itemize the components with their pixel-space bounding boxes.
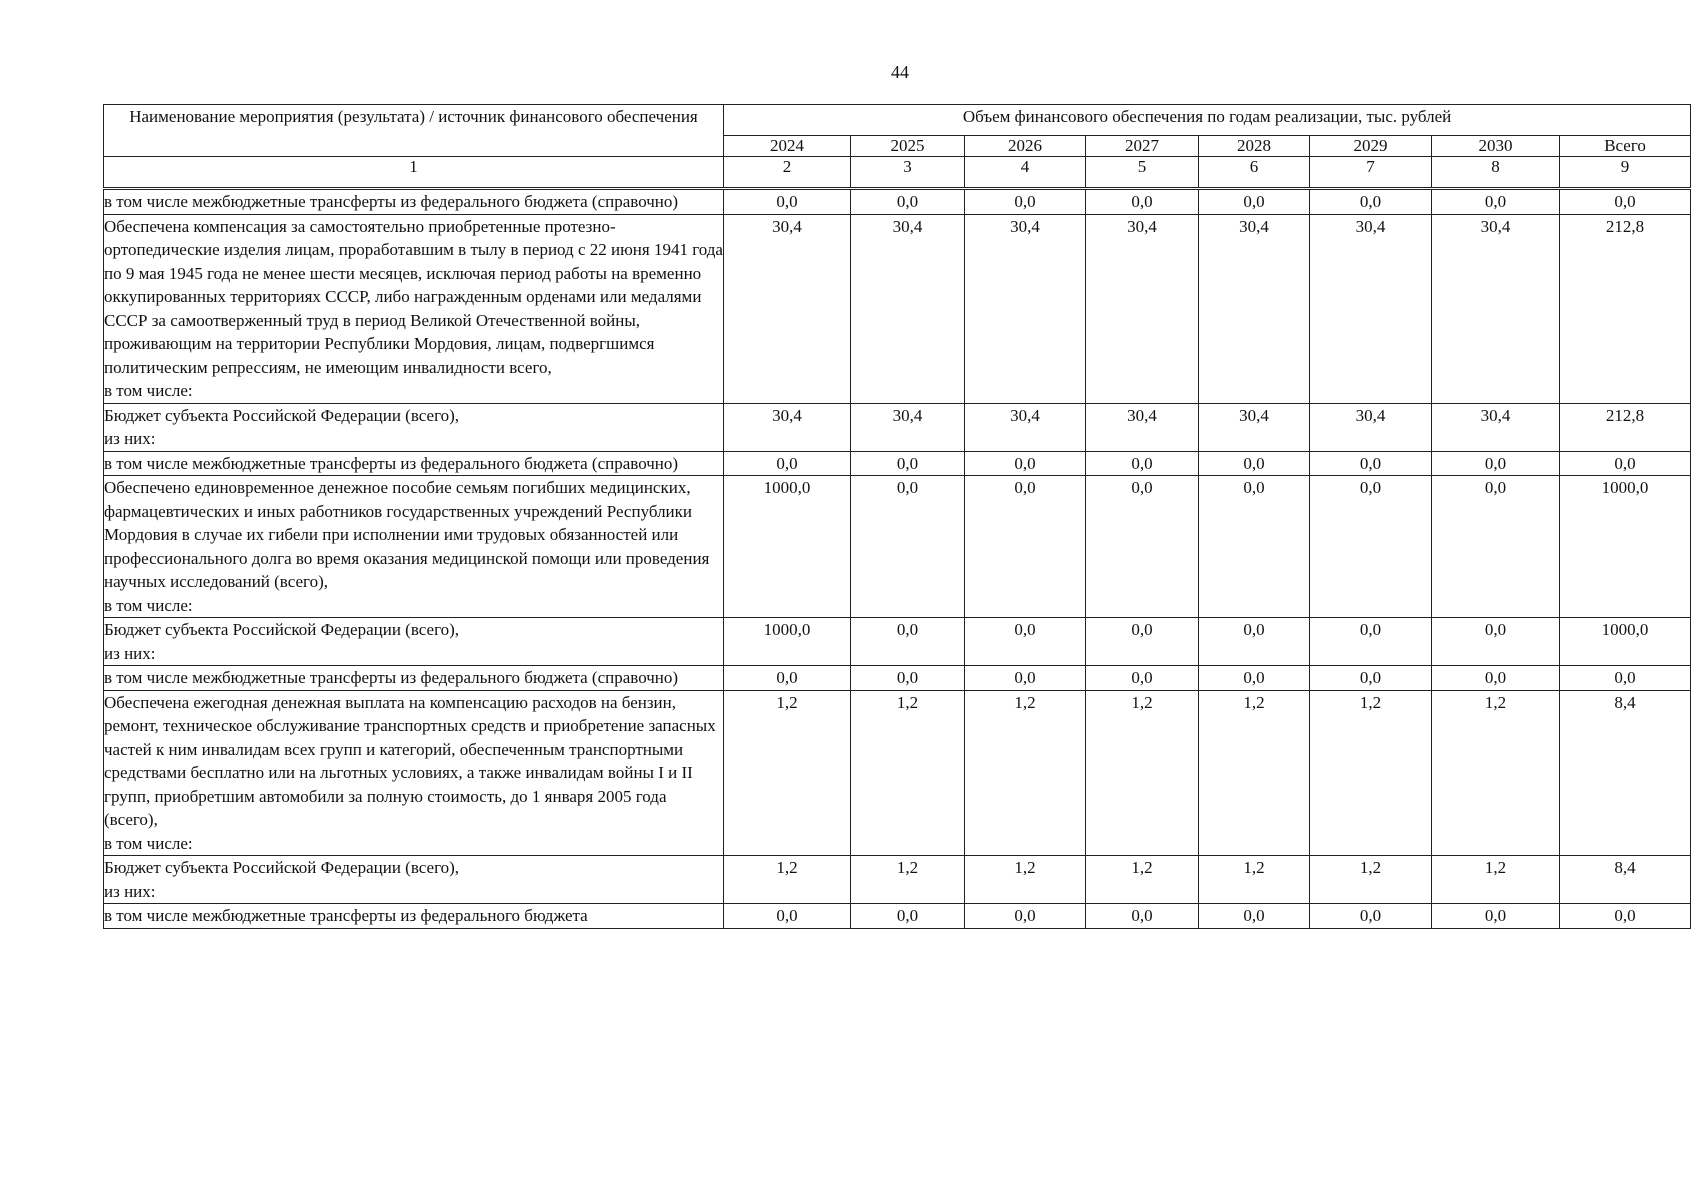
row-year-value: 30,4 <box>1310 403 1432 451</box>
header-year-2025: 2025 <box>851 136 965 157</box>
table-row <box>104 189 1691 215</box>
row-name: Обеспечено единовременное денежное пособие семьям погибших медицинских, фармацевтических и иных работников государственных учреждений Республики Мордовия в случае их гибели при исполнении ими трудовых обязанностей или профессионального долга во время оказания медицинской помощи или проведения научных исследований (всего), в том числе: <box>104 476 724 618</box>
row-year-value: 30,4 <box>724 403 851 451</box>
row-year-value: 0,0 <box>851 618 965 666</box>
header-volume-column: Объем финансового обеспечения по годам реализации, тыс. рублей <box>724 105 1691 136</box>
row-year-value: 0,0 <box>1432 904 1560 929</box>
row-year-value: 1,2 <box>1199 856 1310 904</box>
table-row <box>104 214 1691 403</box>
row-name: Обеспечена ежегодная денежная выплата на компенсацию расходов на бензин, ремонт, техническое обслуживание транспортных средств и приобретение запасных частей к ним инвалидам всех групп и категорий, обеспеченным транспортными средствами бесплатно или на льготных условиях, а также инвалидам войны I и II групп, приобретшим автомобили за полную стоимость, до 1 января 2005 года (всего), в том числе: <box>104 690 724 856</box>
row-total-value: 1000,0 <box>1560 476 1691 618</box>
table-row <box>104 666 1691 691</box>
row-year-value: 1000,0 <box>724 618 851 666</box>
row-year-value: 0,0 <box>724 904 851 929</box>
row-year-value: 0,0 <box>1310 666 1432 691</box>
row-year-value: 30,4 <box>965 403 1086 451</box>
row-year-value: 30,4 <box>724 214 851 403</box>
row-year-value: 0,0 <box>965 451 1086 476</box>
row-year-value: 0,0 <box>1310 451 1432 476</box>
row-year-value: 1,2 <box>1086 690 1199 856</box>
row-year-value: 0,0 <box>1199 476 1310 618</box>
row-year-value: 30,4 <box>1086 403 1199 451</box>
row-year-value: 0,0 <box>1310 618 1432 666</box>
row-total-value: 8,4 <box>1560 690 1691 856</box>
row-year-value: 1,2 <box>1432 856 1560 904</box>
row-total-value: 0,0 <box>1560 451 1691 476</box>
row-year-value: 1,2 <box>965 690 1086 856</box>
header-year-2027: 2027 <box>1086 136 1199 157</box>
row-year-value: 0,0 <box>1432 476 1560 618</box>
row-year-value: 30,4 <box>1432 214 1560 403</box>
column-number: 5 <box>1086 157 1199 189</box>
row-year-value: 30,4 <box>1199 403 1310 451</box>
row-year-value: 1,2 <box>1199 690 1310 856</box>
row-year-value: 0,0 <box>1199 666 1310 691</box>
column-number: 8 <box>1432 157 1560 189</box>
table-row <box>104 904 1691 929</box>
row-year-value: 0,0 <box>1086 904 1199 929</box>
row-year-value: 0,0 <box>1310 189 1432 215</box>
table-row <box>104 690 1691 856</box>
row-name: Бюджет субъекта Российской Федерации (всего), из них: <box>104 618 724 666</box>
row-year-value: 30,4 <box>851 214 965 403</box>
row-name: Бюджет субъекта Российской Федерации (всего), из них: <box>104 856 724 904</box>
row-year-value: 0,0 <box>1432 189 1560 215</box>
row-name: в том числе межбюджетные трансферты из федерального бюджета (справочно) <box>104 189 724 215</box>
table-row <box>104 618 1691 666</box>
financing-table <box>103 104 1691 929</box>
row-total-value: 1000,0 <box>1560 618 1691 666</box>
row-name: в том числе межбюджетные трансферты из федерального бюджета (справочно) <box>104 451 724 476</box>
row-total-value: 8,4 <box>1560 856 1691 904</box>
row-total-value: 0,0 <box>1560 666 1691 691</box>
page-number: 44 <box>891 62 909 82</box>
header-name-column: Наименование мероприятия (результата) / источник финансового обеспечения <box>104 105 724 157</box>
row-year-value: 0,0 <box>965 618 1086 666</box>
table-row <box>104 451 1691 476</box>
row-total-value: 0,0 <box>1560 189 1691 215</box>
column-number: 1 <box>104 157 724 189</box>
column-number: 3 <box>851 157 965 189</box>
header-year-2030: 2030 <box>1432 136 1560 157</box>
row-year-value: 0,0 <box>851 904 965 929</box>
row-name: Бюджет субъекта Российской Федерации (всего), из них: <box>104 403 724 451</box>
row-year-value: 0,0 <box>851 666 965 691</box>
row-year-value: 0,0 <box>965 666 1086 691</box>
row-year-value: 30,4 <box>1310 214 1432 403</box>
row-year-value: 0,0 <box>1432 618 1560 666</box>
row-year-value: 0,0 <box>1199 189 1310 215</box>
row-year-value: 0,0 <box>851 451 965 476</box>
row-year-value: 0,0 <box>1086 451 1199 476</box>
row-year-value: 30,4 <box>1199 214 1310 403</box>
row-year-value: 30,4 <box>965 214 1086 403</box>
row-year-value: 0,0 <box>1086 618 1199 666</box>
row-year-value: 0,0 <box>1086 476 1199 618</box>
row-year-value: 0,0 <box>851 189 965 215</box>
row-year-value: 30,4 <box>1086 214 1199 403</box>
header-year-2028: 2028 <box>1199 136 1310 157</box>
row-year-value: 0,0 <box>1310 904 1432 929</box>
row-year-value: 1,2 <box>1432 690 1560 856</box>
row-year-value: 0,0 <box>724 451 851 476</box>
row-year-value: 0,0 <box>1086 189 1199 215</box>
row-year-value: 1000,0 <box>724 476 851 618</box>
row-year-value: 1,2 <box>1310 690 1432 856</box>
row-year-value: 0,0 <box>1199 451 1310 476</box>
table-body <box>104 189 1691 929</box>
row-total-value: 212,8 <box>1560 403 1691 451</box>
row-name: в том числе межбюджетные трансферты из федерального бюджета (справочно) <box>104 666 724 691</box>
header-total: Всего <box>1560 136 1691 157</box>
row-year-value: 0,0 <box>851 476 965 618</box>
row-total-value: 0,0 <box>1560 904 1691 929</box>
column-number: 4 <box>965 157 1086 189</box>
row-year-value: 1,2 <box>724 856 851 904</box>
table-row <box>104 856 1691 904</box>
row-year-value: 0,0 <box>724 189 851 215</box>
header-year-2026: 2026 <box>965 136 1086 157</box>
header-year-2024: 2024 <box>724 136 851 157</box>
row-year-value: 1,2 <box>1086 856 1199 904</box>
row-year-value: 1,2 <box>1310 856 1432 904</box>
row-year-value: 1,2 <box>851 856 965 904</box>
row-year-value: 0,0 <box>1432 451 1560 476</box>
row-name: Обеспечена компенсация за самостоятельно приобретенные протезно-ортопедические изделия лицам, проработавшим в тылу в период с 22 июня 1941 года по 9 мая 1945 года не менее шести месяцев, исключая период работы на временно оккупированных территориях СССР, либо награжденным орденами или медалями СССР за самоотверженный труд в период Великой Отечественной войны, проживающим на территории Республики Мордовия, лицам, подвергшимся политическим репрессиям, не имеющим инвалидности всего, в том числе: <box>104 214 724 403</box>
column-number: 6 <box>1199 157 1310 189</box>
row-year-value: 0,0 <box>724 666 851 691</box>
row-year-value: 0,0 <box>965 189 1086 215</box>
row-year-value: 0,0 <box>1199 904 1310 929</box>
row-total-value: 212,8 <box>1560 214 1691 403</box>
row-year-value: 0,0 <box>1432 666 1560 691</box>
row-year-value: 0,0 <box>1199 618 1310 666</box>
row-year-value: 30,4 <box>1432 403 1560 451</box>
table-row <box>104 403 1691 451</box>
row-year-value: 1,2 <box>724 690 851 856</box>
row-year-value: 30,4 <box>851 403 965 451</box>
table-row <box>104 476 1691 618</box>
header-year-2029: 2029 <box>1310 136 1432 157</box>
row-year-value: 0,0 <box>1086 666 1199 691</box>
row-year-value: 1,2 <box>851 690 965 856</box>
row-year-value: 1,2 <box>965 856 1086 904</box>
row-name: в том числе межбюджетные трансферты из федерального бюджета <box>104 904 724 929</box>
row-year-value: 0,0 <box>965 904 1086 929</box>
row-year-value: 0,0 <box>1310 476 1432 618</box>
column-number: 2 <box>724 157 851 189</box>
column-number: 7 <box>1310 157 1432 189</box>
column-number: 9 <box>1560 157 1691 189</box>
row-year-value: 0,0 <box>965 476 1086 618</box>
